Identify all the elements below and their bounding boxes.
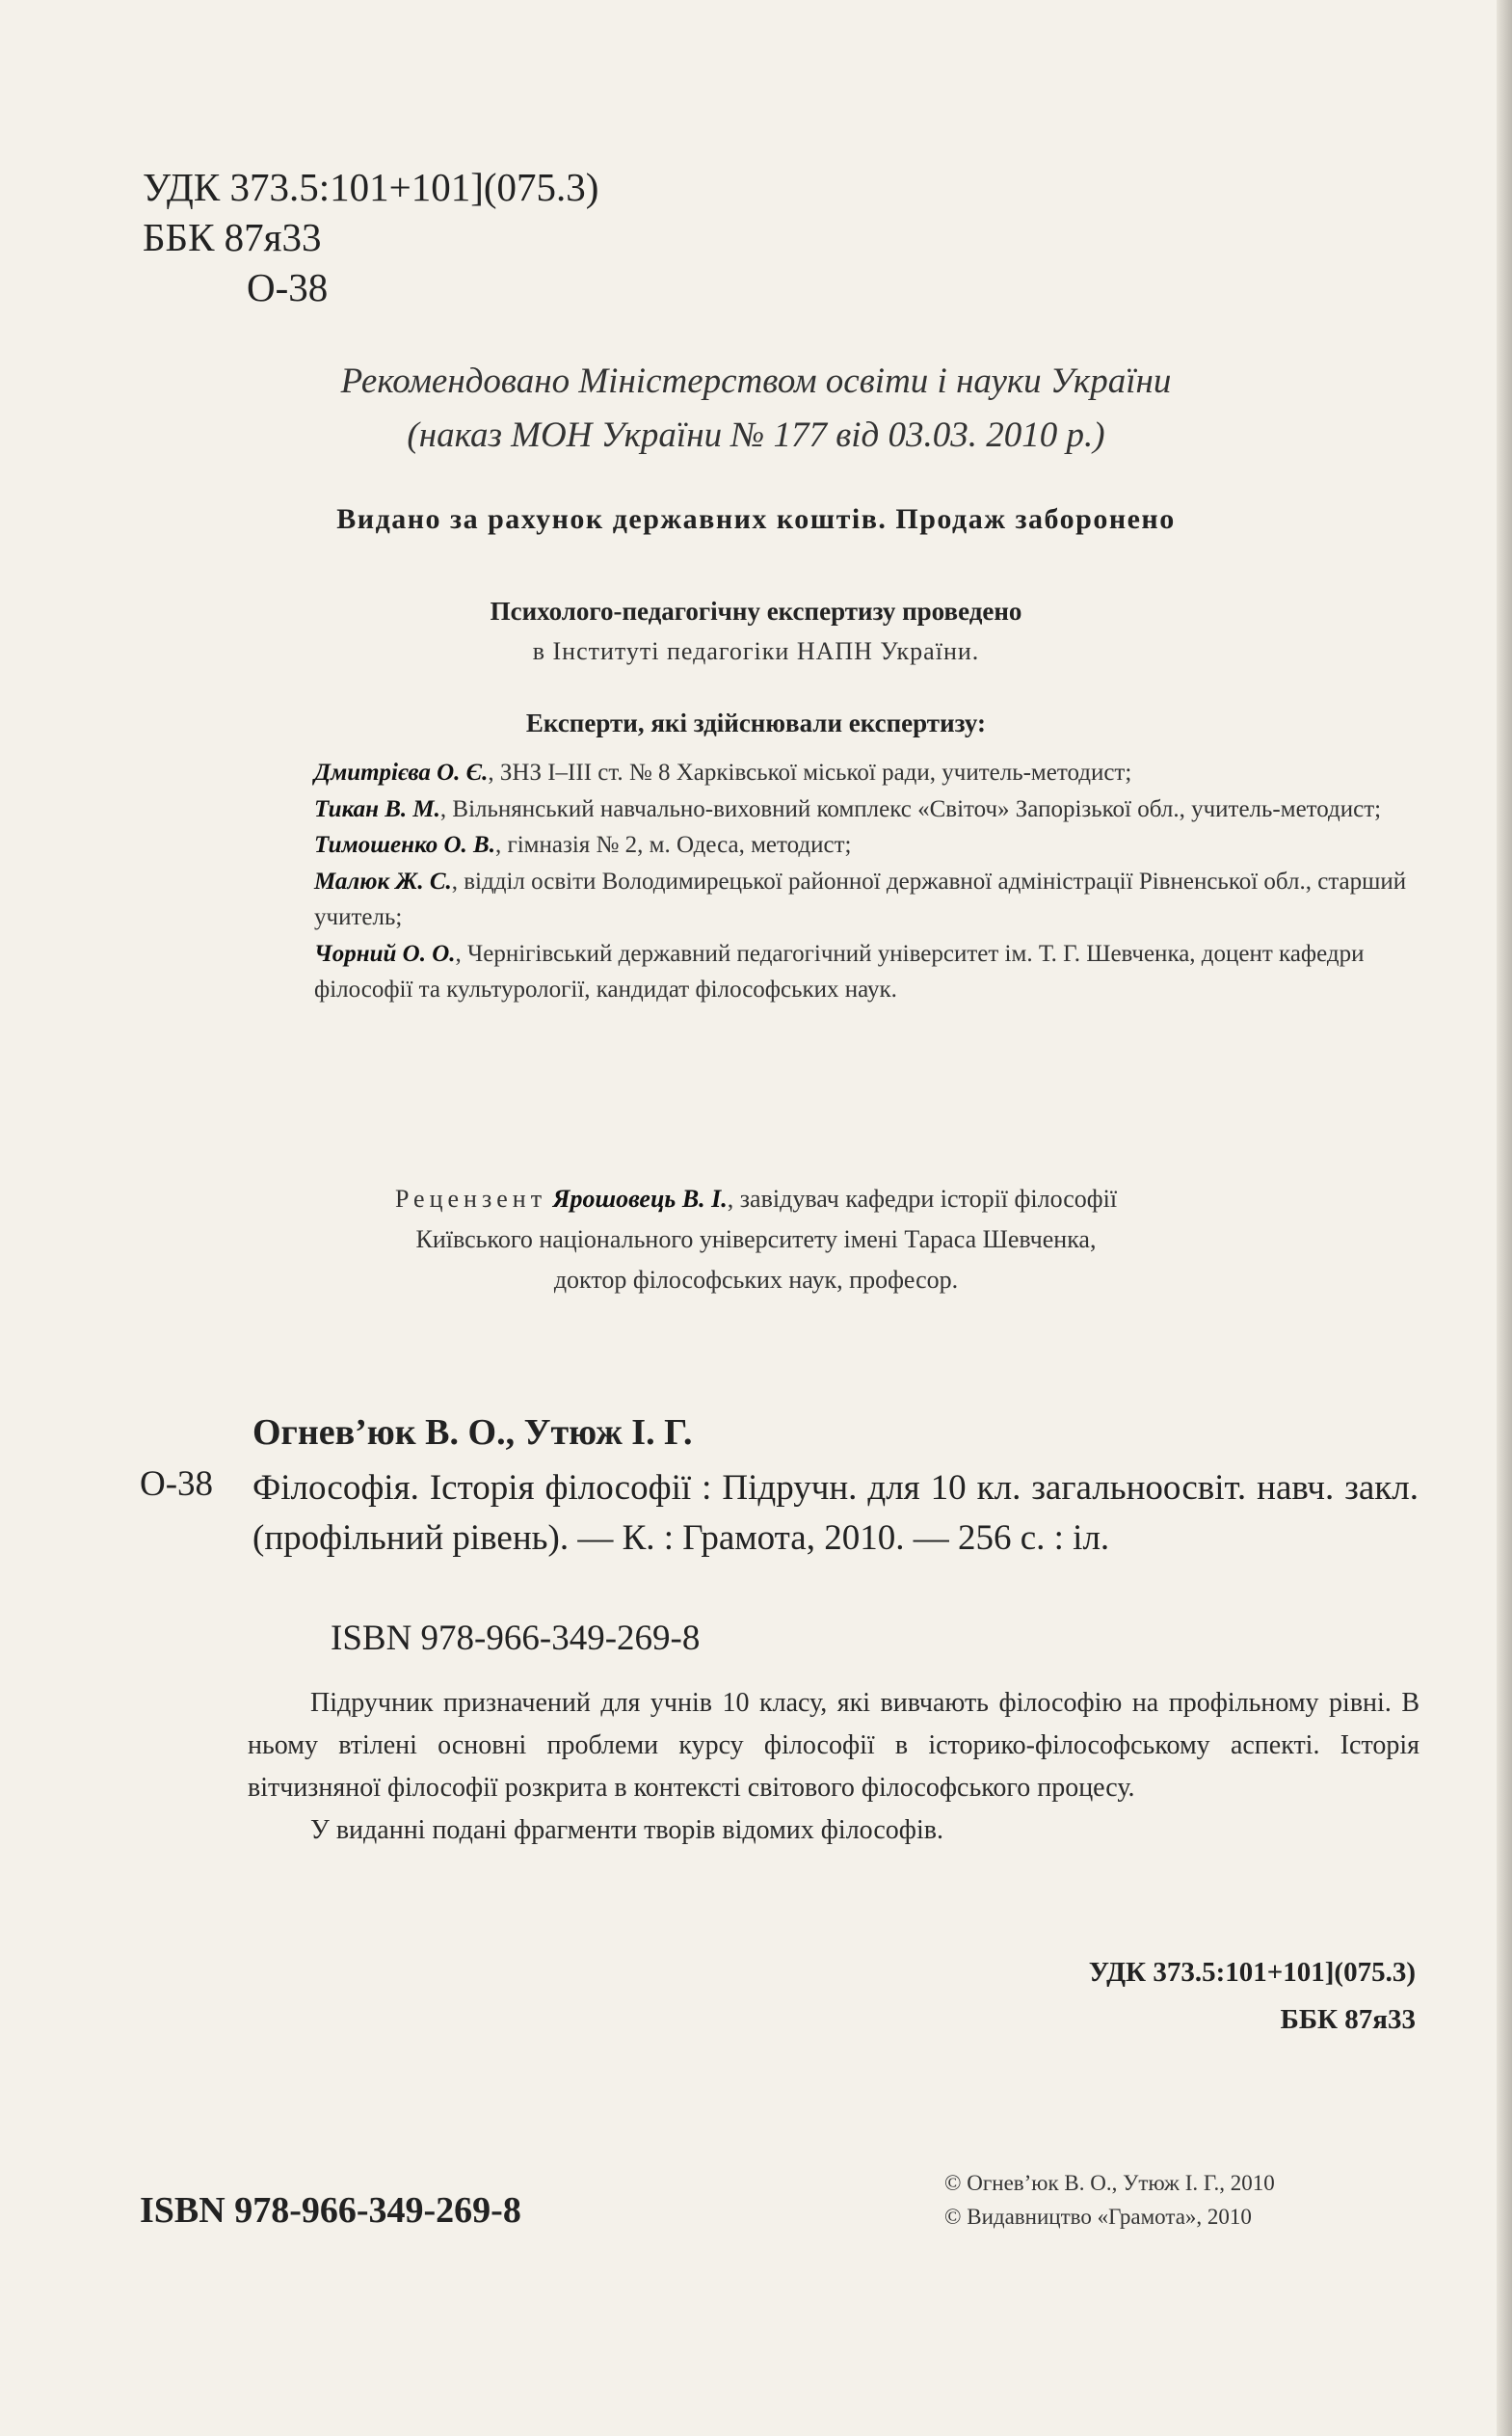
copyright-authors: © Огнев’юк В. О., Утюж І. Г., 2010 [944,2171,1275,2195]
annotation-paragraph: Підручник призначений для учнів 10 класу, які вивчають філософію на профільному рівні. В ньому втілені основні проблеми курсу філософії в історико-філософському аспекті. Історія вітчизняної філософії розкрита в контексті світового філософського процесу. [248,1688,1419,1803]
reviewer-degree: доктор філософських наук, професор. [553,1266,959,1294]
reviewer-position: , завідувач кафедри історії філософії [727,1185,1118,1213]
expert-name: Чорний О. О. [314,940,456,967]
reviewer-label: Рецензент [394,1185,547,1213]
reviewer-name: Ярошовець В. І. [552,1185,728,1213]
footer-udk: УДК 373.5:101+101](075.3) [1088,1957,1416,1988]
experts-title: Експерти, які здійснювали експертизу: [525,709,987,737]
bbk-code: ББК 87я33 [143,215,322,259]
bibliography-code: О-38 [140,1464,214,1504]
annotation-paragraph: У виданні подані фрагменти творів відомих філософів. [310,1815,943,1845]
author-mark: О-38 [247,265,329,309]
expert-entry [314,936,1408,1008]
isbn: ISBN 978-966-349-269-8 [331,1619,701,1658]
expert-desc: , Чернігівський державний педагогічний університет ім. Т. Г. Шевченка, доцент кафедри філософії та культурології, кандидат філософських наук. [314,940,1365,1003]
reviewer-line [0,1179,1512,1219]
expert-name: Тимошенко О. В. [314,832,495,858]
reviewer-university: Київського національного університету імені Тараса Шевченка, [415,1225,1097,1253]
funding-note: Видано за рахунок державних коштів. Продаж заборонено [336,503,1176,535]
bibliographic-description: Філософія. Історія філософії : Підручн. для 10 кл. загальноосвіт. навч. закл. (профільний рівень). — К. : Грамота, 2010. — 256 с. : іл. [252,1468,1419,1558]
recommendation-order: (наказ МОН України № 177 від 03.03. 2010 р.) [407,415,1105,455]
expert-entry [314,791,1408,828]
classification-block [143,162,598,312]
expert-entry [314,755,1408,791]
ministry-recommendation [0,355,1512,463]
expert-name: Малюк Ж. С. [314,868,452,895]
expertise-institute: в Інституті педагогіки НАПН України. [532,637,980,665]
footer-isbn: ISBN 978-966-349-269-8 [140,2190,521,2231]
footer-bbk: ББК 87я33 [1280,2004,1416,2035]
expert-entry [314,827,1408,864]
experts-list [314,755,1408,1008]
copyright-block [944,2166,1275,2234]
expert-name: Тикан В. М. [314,795,440,822]
expert-entry [314,864,1408,936]
expert-desc: , Вільнянський навчально-виховний комплекс «Світоч» Запорізької обл., учитель-методист; [439,795,1382,822]
expertise-heading: Психолого-педагогічну експертизу проведено [490,597,1022,626]
book-authors: Огнев’юк В. О., Утюж І. Г. [252,1412,693,1453]
expert-desc: , гімназія № 2, м. Одеса, методист; [494,832,852,858]
copyright-publisher: © Видавництво «Грамота», 2010 [944,2205,1252,2229]
annotation [248,1682,1419,1852]
reviewer-block [0,1179,1512,1300]
expert-desc: , відділ освіти Володимирецької районної державної адміністрації Рівненської обл., старший учитель; [314,868,1407,930]
recommendation-line: Рекомендовано Міністерством освіти і науки України [340,361,1172,401]
expert-desc: , ЗНЗ І–ІІІ ст. № 8 Харківської міської ради, учитель-методист; [488,760,1132,786]
expert-name: Дмитрієва О. Є. [314,760,489,786]
footer-classification [1089,1949,1416,2044]
udk-code: УДК 373.5:101+101](075.3) [143,165,599,209]
